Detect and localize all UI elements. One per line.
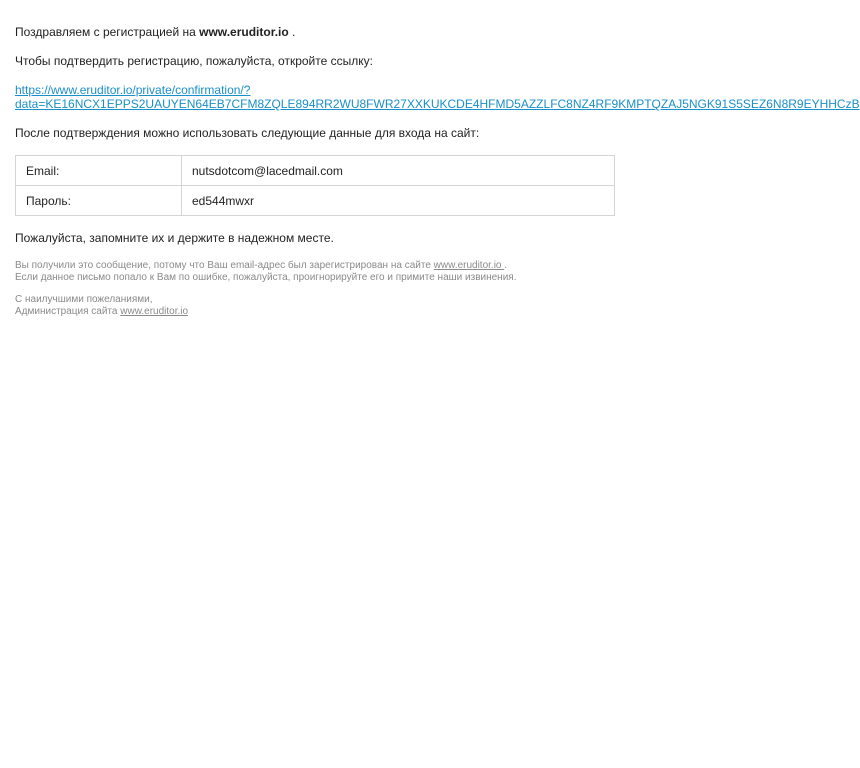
footer-reason-prefix: Вы получили это сообщение, потому что Ваш email-адрес был зарегистрирован на сайте xyxy=(15,260,434,271)
confirmation-link-line2: data=KE16NCX1EPPS2UAUYEN64EB7CFM8ZQLE894RR2WU8FWR27XXKUKCDE4HFMD5AZZLFC8NZ4RF9KMPTQZAJ5NGK91S5SEZ6N8R9EYHHCzB xyxy=(15,97,860,111)
remember-text: Пожалуйста, запомните их и держите в надежном месте. xyxy=(15,231,334,245)
footer-admin-prefix: Администрация сайта xyxy=(15,306,121,317)
email-value: nutsdotcom@lacedmail.com xyxy=(182,156,615,186)
footer-reason-suffix: . xyxy=(504,260,508,271)
credentials-row-email xyxy=(16,156,615,186)
congrats-line xyxy=(15,25,860,39)
confirmation-link-line1: https://www.eruditor.io/private/confirmation/? xyxy=(15,83,251,97)
confirm-prompt: Чтобы подтвердить регистрацию, пожалуйста, откройте ссылку: xyxy=(15,54,373,68)
footer-mistake: Если данное письмо попало к Вам по ошибке, пожалуйста, проигнорируйте его и примите наши извинения. xyxy=(15,272,517,283)
congrats-suffix: . xyxy=(288,25,296,39)
footer-admin-link[interactable]: www.eruditor.io xyxy=(120,306,189,317)
footer-site-link[interactable]: www.eruditor.io xyxy=(433,260,505,271)
confirmation-link[interactable] xyxy=(15,83,860,111)
confirmation-link-block xyxy=(15,83,860,111)
footer-regards: С наилучшими пожеланиями, xyxy=(15,294,153,305)
password-value: ed544mwxr xyxy=(182,186,615,216)
password-label: Пароль: xyxy=(16,186,182,216)
footer-reason xyxy=(15,260,860,272)
footer-admin xyxy=(15,306,860,318)
credentials-table xyxy=(15,155,615,216)
email-label: Email: xyxy=(16,156,182,186)
after-confirm-text: После подтверждения можно использовать следующие данные для входа на сайт: xyxy=(15,126,480,140)
credentials-row-password xyxy=(16,186,615,216)
email-body xyxy=(0,0,860,318)
email-footer xyxy=(15,260,860,318)
site-name: www.eruditor.io xyxy=(199,25,289,39)
congrats-prefix: Поздравляем с регистрацией на xyxy=(15,25,200,39)
